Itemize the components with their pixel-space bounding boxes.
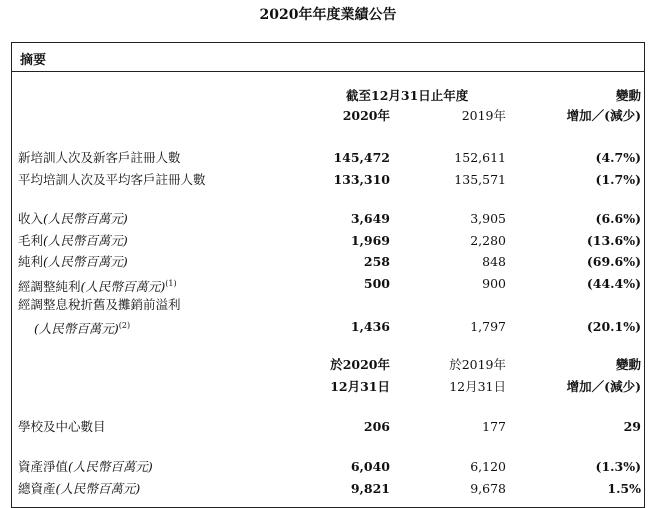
row-value-2019: 2,280 <box>470 233 506 248</box>
row-value-2020: 133,310 <box>333 172 390 187</box>
row-value-2020: 6,040 <box>350 459 390 474</box>
row-value-2020: 1,436 <box>350 319 390 334</box>
row-label: 經調整息稅折舊及攤銷前溢利 <box>18 297 181 312</box>
row-value-2020: 3,649 <box>350 211 390 226</box>
summary-table <box>11 42 645 508</box>
row-change: (44.4%) <box>586 276 641 291</box>
row-change: (1.3%) <box>595 459 641 474</box>
row-value-2019: 6,120 <box>470 459 506 474</box>
row-value-2019: 900 <box>482 276 506 291</box>
row-label: 總資產(人民幣百萬元) <box>18 481 141 496</box>
col-2020-header: 2020年 <box>342 108 390 123</box>
row-change: (1.7%) <box>595 172 641 187</box>
row-change: (69.6%) <box>586 254 641 269</box>
footnote-ref: (1) <box>165 279 177 288</box>
row-value-2019: 9,678 <box>470 481 506 496</box>
row-value-2020: 145,472 <box>333 150 390 165</box>
col-2019-header-bottom: 12月31日 <box>449 379 506 394</box>
row-value-2020: 1,969 <box>350 233 390 248</box>
summary-header <box>12 43 644 72</box>
row-change: 1.5% <box>607 481 641 496</box>
row-value-2020: 206 <box>363 419 390 434</box>
row-change: 29 <box>623 419 641 434</box>
period-header: 截至12月31日止年度 <box>346 88 469 103</box>
row-value-2020: 258 <box>363 254 390 269</box>
footnote-ref: (2) <box>118 321 131 330</box>
row-change: (6.6%) <box>595 211 641 226</box>
row-change: (4.7%) <box>595 150 641 165</box>
row-value-2019: 1,797 <box>470 319 506 334</box>
row-label: 新培訓人次及新客戶註冊人數 <box>18 150 181 165</box>
col-2019-header: 2019年 <box>461 108 506 123</box>
row-value-2019: 152,611 <box>454 150 506 165</box>
row-label: 學校及中心數目 <box>18 419 106 434</box>
page-title: 2020年年度業績公告 <box>259 7 397 23</box>
change-header-top: 變動 <box>615 357 641 372</box>
row-value-2020: 9,821 <box>350 481 390 496</box>
row-value-2019: 848 <box>482 254 506 269</box>
summary-heading: 摘要 <box>20 53 47 68</box>
row-change: (13.6%) <box>586 233 641 248</box>
row-label: 經調整純利(人民幣百萬元)$^{(1)}$ <box>18 279 177 294</box>
row-value-2020: 500 <box>363 276 390 291</box>
row-label: 資產淨值(人民幣百萬元) <box>18 459 153 474</box>
col-2019-header-top: 於2019年 <box>449 357 506 372</box>
row-label: 毛利(人民幣百萬元) <box>18 233 128 248</box>
row-value-2019: 177 <box>482 419 506 434</box>
col-2020-header-top: 於2020年 <box>330 357 390 372</box>
row-label: 收入(人民幣百萬元) <box>18 211 128 226</box>
change-header-top: 變動 <box>615 88 641 103</box>
row-label-unit: (人民幣百萬元)$^{(2)}$ <box>34 321 131 336</box>
row-value-2019: 135,571 <box>454 172 506 187</box>
row-value-2019: 3,905 <box>470 211 506 226</box>
row-change: (20.1%) <box>586 319 641 334</box>
change-header-bottom: 增加／(減少) <box>566 379 641 394</box>
row-label: 純利(人民幣百萬元) <box>18 254 128 269</box>
row-label: 平均培訓人次及平均客戶註冊人數 <box>18 172 206 187</box>
change-header-bottom: 增加／(減少) <box>566 108 641 123</box>
col-2020-header-bottom: 12月31日 <box>330 379 390 394</box>
